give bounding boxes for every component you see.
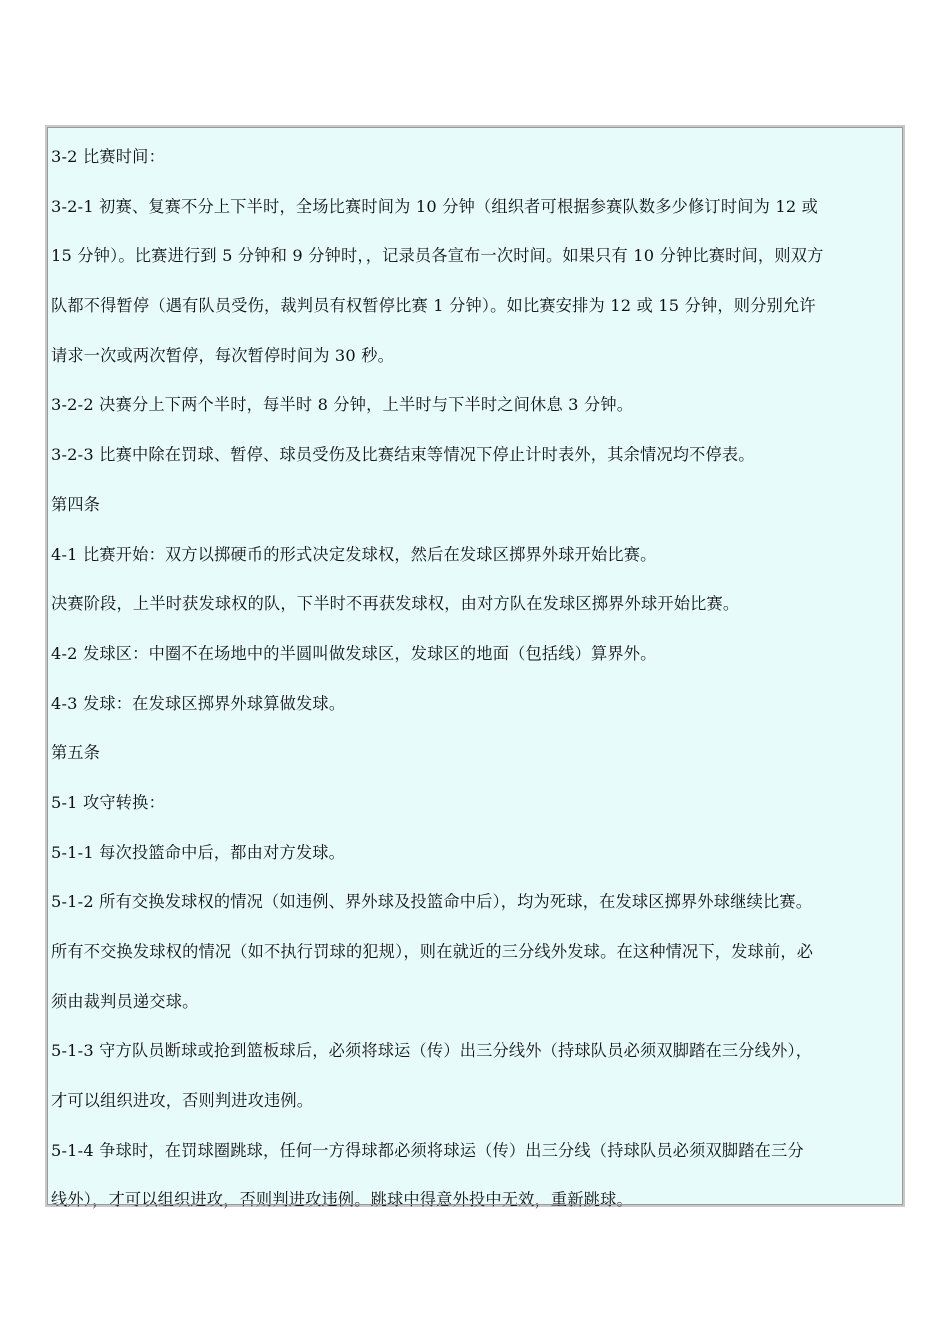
rule-3-2-2: 3-2-2 决赛分上下两个半时，每半时 8 分钟，上半时与下半时之间休息 3 分钟。 — [51, 395, 634, 415]
rule-4-3: 4-3 发球：在发球区掷界外球算做发球。 — [51, 693, 346, 713]
rule-5-1-3-line-1: 5-1-3 守方队员断球或抢到篮板球后，必须将球运（传）出三分线外（持球队员必须双脚踏在三分线外）， — [51, 1041, 813, 1061]
rule-5-1-1: 5-1-1 每次投篮命中后，都由对方发球。 — [51, 842, 345, 862]
rule-5-1-3-line-2: 才可以组织进攻，否则判进攻违例。 — [51, 1091, 314, 1111]
rule-3-2-1-line-4: 请求一次或两次暂停，每次暂停时间为 30 秒。 — [51, 345, 395, 365]
rule-4-1: 4-1 比赛开始：双方以掷硬币的形式决定发球权，然后在发球区掷界外球开始比赛。 — [51, 544, 657, 564]
rule-4-2: 4-2 发球区：中圈不在场地中的半圆叫做发球区，发球区的地面（包括线）算界外。 — [51, 643, 657, 663]
article-5-heading: 第五条 — [51, 743, 101, 763]
rule-4-1-final-stage: 决赛阶段，上半时获发球权的队，下半时不再获发球权，由对方队在发球区掷界外球开始比赛。 — [51, 594, 740, 614]
rule-3-2-1-line-1: 3-2-1 初赛、复赛不分上下半时，全场比赛时间为 10 分钟（组织者可根据参赛队数多少修订时间为 12 或 — [51, 196, 819, 216]
rule-5-1-4-line-1: 5-1-4 争球时，在罚球圈跳球，任何一方得球都必须将球运（传）出三分线（持球队员必须双脚踏在三分 — [51, 1140, 804, 1160]
article-4-heading: 第四条 — [51, 494, 101, 514]
section-heading-3-2: 3-2 比赛时间： — [51, 147, 165, 166]
rule-5-1-2-line-3: 须由裁判员递交球。 — [51, 991, 199, 1011]
rule-3-2-3: 3-2-3 比赛中除在罚球、暂停、球员受伤及比赛结束等情况下停止计时表外，其余情况均不停表。 — [51, 445, 755, 465]
rules-text-box — [45, 125, 905, 1210]
rule-5-1-2-line-2: 所有不交换发球权的情况（如不执行罚球的犯规），则在就近的三分线外发球。在这种情况下，发球前，必 — [51, 942, 814, 961]
rule-3-2-1-line-3: 队都不得暂停（遇有队员受伤，裁判员有权暂停比赛 1 分钟）。如比赛安排为 12 或 15 分钟，则分别允许 — [51, 296, 816, 316]
rule-3-2-1-line-2: 15 分钟）。比赛进行到 5 分钟和 9 分钟时，，记录员各宣布一次时间。如果只有 10 分钟比赛时间，则双方 — [51, 246, 824, 266]
section-heading-5-1: 5-1 攻守转换： — [51, 792, 165, 812]
rule-5-1-2-line-1: 5-1-2 所有交换发球权的情况（如违例、界外球及投篮命中后），均为死球，在发球区掷界外球继续比赛。 — [51, 892, 813, 912]
rule-5-1-4-line-2: 线外），才可以组织进攻，否则判进攻违例。跳球中得意外投中无效，重新跳球。 — [51, 1190, 633, 1210]
